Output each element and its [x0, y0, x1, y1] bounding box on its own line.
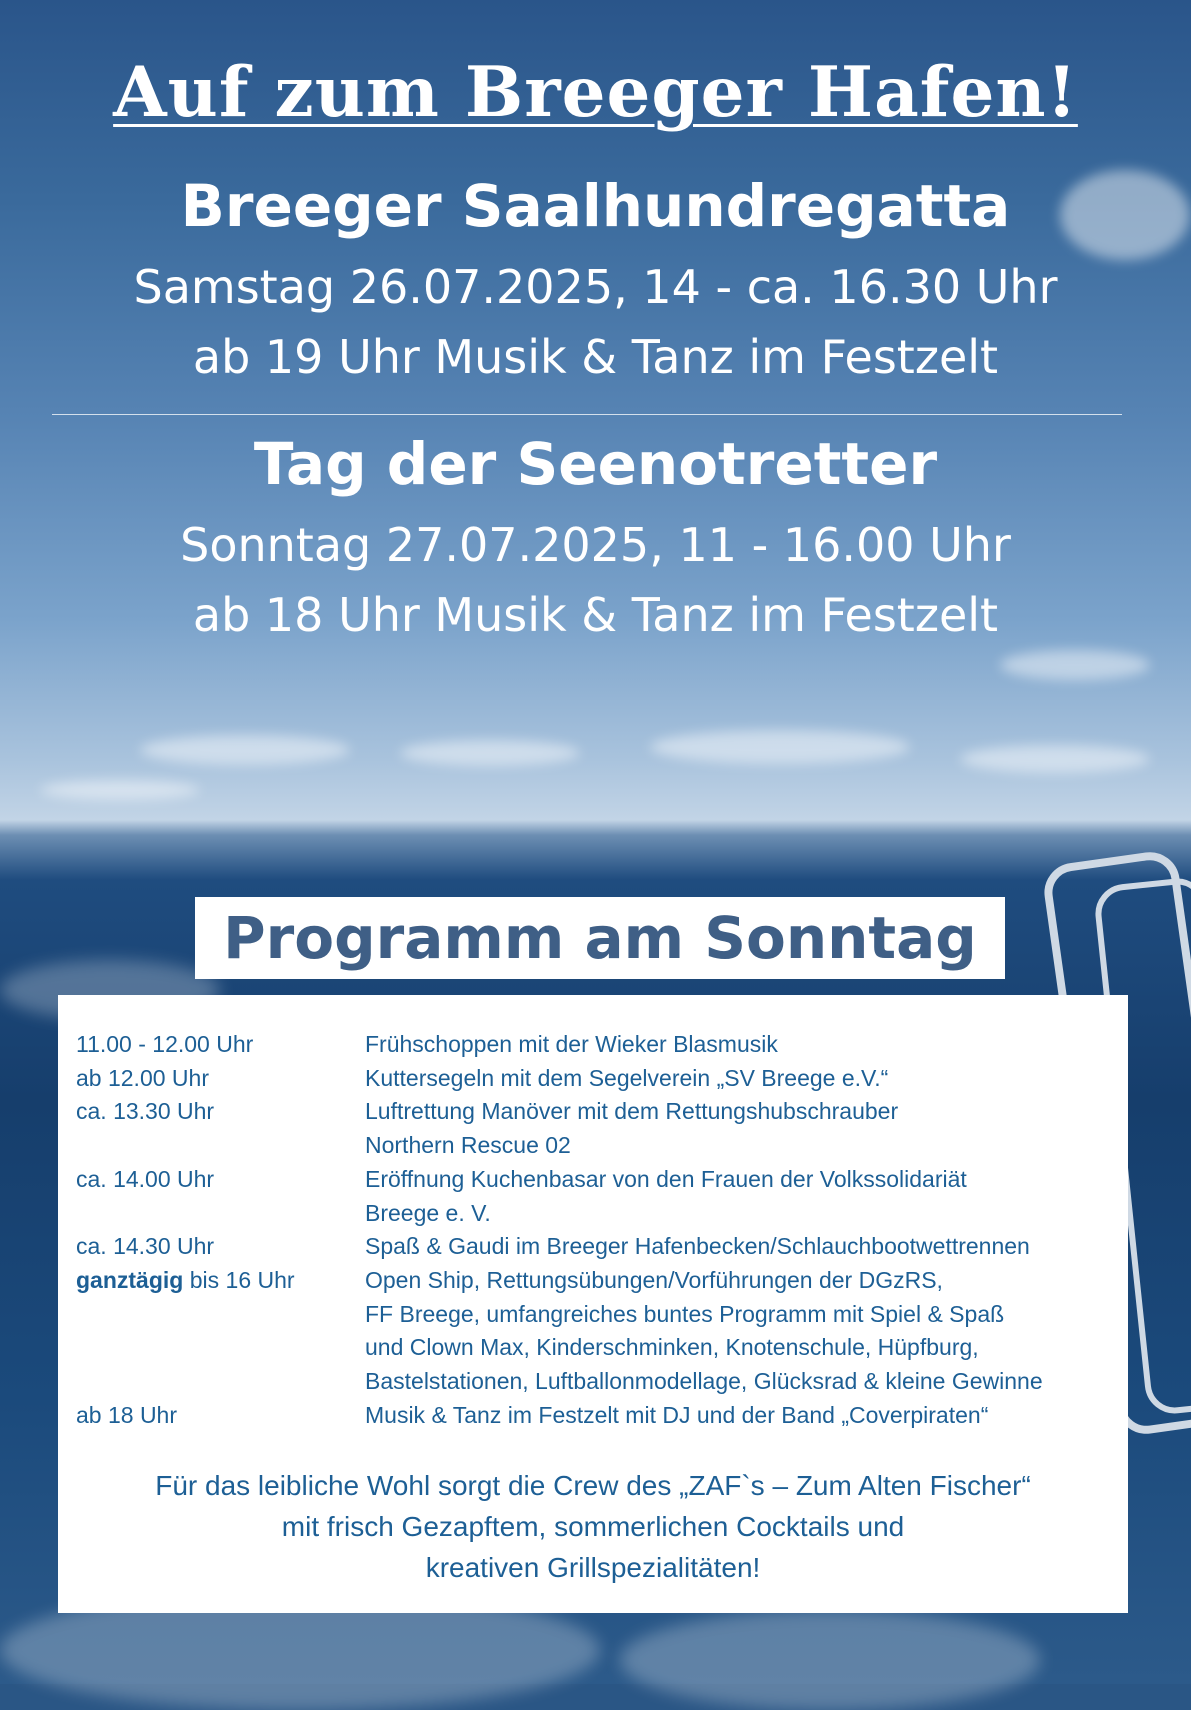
schedule-time-rest: bis 16 Uhr: [183, 1266, 295, 1293]
schedule-description: Kuttersegeln mit dem Segelverein „SV Breege e.V.“: [365, 1064, 889, 1091]
schedule-row: [76, 1062, 1121, 1096]
schedule-row: [76, 1365, 1121, 1399]
event1-name: Breeger Saalhundregatta: [180, 172, 1011, 240]
catering-note: [58, 1465, 1128, 1588]
schedule-description: Spaß & Gaudi im Breeger Hafenbecken/Schlauchbootwettrennen: [365, 1233, 1030, 1260]
schedule-row: [76, 1129, 1121, 1163]
schedule-row: [76, 1230, 1121, 1264]
schedule-description: Open Ship, Rettungsübungen/Vorführungen der DGzRS,: [365, 1266, 943, 1293]
schedule-time: [76, 1365, 365, 1399]
cloud: [1000, 650, 1150, 680]
schedule-row: [76, 1298, 1121, 1332]
program-panel: [58, 995, 1128, 1613]
program-heading: Programm am Sonntag: [195, 897, 1005, 979]
schedule-row: [76, 1264, 1121, 1298]
divider: [52, 414, 1122, 415]
schedule-description: Northern Rescue 02: [365, 1132, 571, 1159]
schedule-list: [76, 1028, 1121, 1432]
schedule-description: und Clown Max, Kinderschminken, Knotenschule, Hüpfburg,: [365, 1334, 979, 1361]
event2-evening: ab 18 Uhr Musik & Tanz im Festzelt: [192, 588, 999, 642]
schedule-time: 11.00 - 12.00 Uhr: [76, 1031, 254, 1057]
schedule-row: [76, 1399, 1121, 1433]
cloud: [650, 730, 910, 764]
schedule-time: ca. 14.30 Uhr: [76, 1233, 215, 1260]
schedule-description: Eröffnung Kuchenbasar von den Frauen der Volkssolidariät: [365, 1165, 967, 1192]
schedule-time: [76, 1129, 365, 1163]
schedule-row: [76, 1197, 1121, 1231]
schedule-time: [76, 1331, 365, 1365]
event1-date: Samstag 26.07.2025, 14 - ca. 16.30 Uhr: [133, 260, 1058, 314]
catering-line: mit frisch Gezapftem, sommerlichen Cocktails und: [281, 1511, 905, 1542]
schedule-row: [76, 1331, 1121, 1365]
catering-line: kreativen Grillspezialitäten!: [425, 1552, 761, 1583]
schedule-description: Luftrettung Manöver mit dem Rettungshubschrauber: [365, 1098, 899, 1125]
cloud: [40, 780, 200, 800]
cloud: [400, 740, 580, 766]
schedule-description: Breege e. V.: [365, 1199, 491, 1226]
schedule-row: [76, 1095, 1121, 1129]
event2-date: Sonntag 27.07.2025, 11 - 16.00 Uhr: [180, 518, 1011, 572]
schedule-time-bold: ganztägig: [76, 1266, 184, 1293]
event1-evening: ab 19 Uhr Musik & Tanz im Festzelt: [192, 330, 999, 384]
schedule-row: [76, 1028, 1121, 1062]
event2-name: Tag der Seenotretter: [253, 430, 938, 498]
schedule-time: ab 12.00 Uhr: [76, 1064, 209, 1091]
schedule-row: [76, 1163, 1121, 1197]
schedule-description: Musik & Tanz im Festzelt mit DJ und der Band „Coverpiraten“: [365, 1401, 989, 1428]
schedule-time: ab 18 Uhr: [76, 1401, 178, 1428]
cloud: [960, 745, 1150, 773]
schedule-description: FF Breege, umfangreiches buntes Programm mit Spiel & Spaß: [365, 1300, 1005, 1327]
schedule-time: [76, 1197, 365, 1231]
wave: [620, 1610, 1040, 1710]
schedule-description: Bastelstationen, Luftballonmodellage, Glücksrad & kleine Gewinne: [365, 1368, 1043, 1395]
catering-line: Für das leibliche Wohl sorgt die Crew des „ZAF`s – Zum Alten Fischer“: [155, 1470, 1031, 1501]
cloud: [140, 735, 350, 765]
schedule-time: ca. 14.00 Uhr: [76, 1165, 215, 1192]
schedule-time: [76, 1264, 365, 1298]
schedule-description: Frühschoppen mit der Wieker Blasmusik: [365, 1031, 778, 1057]
schedule-time: [76, 1298, 365, 1332]
schedule-time: ca. 13.30 Uhr: [76, 1098, 215, 1125]
poster-title: Auf zum Breeger Hafen!: [113, 52, 1078, 133]
